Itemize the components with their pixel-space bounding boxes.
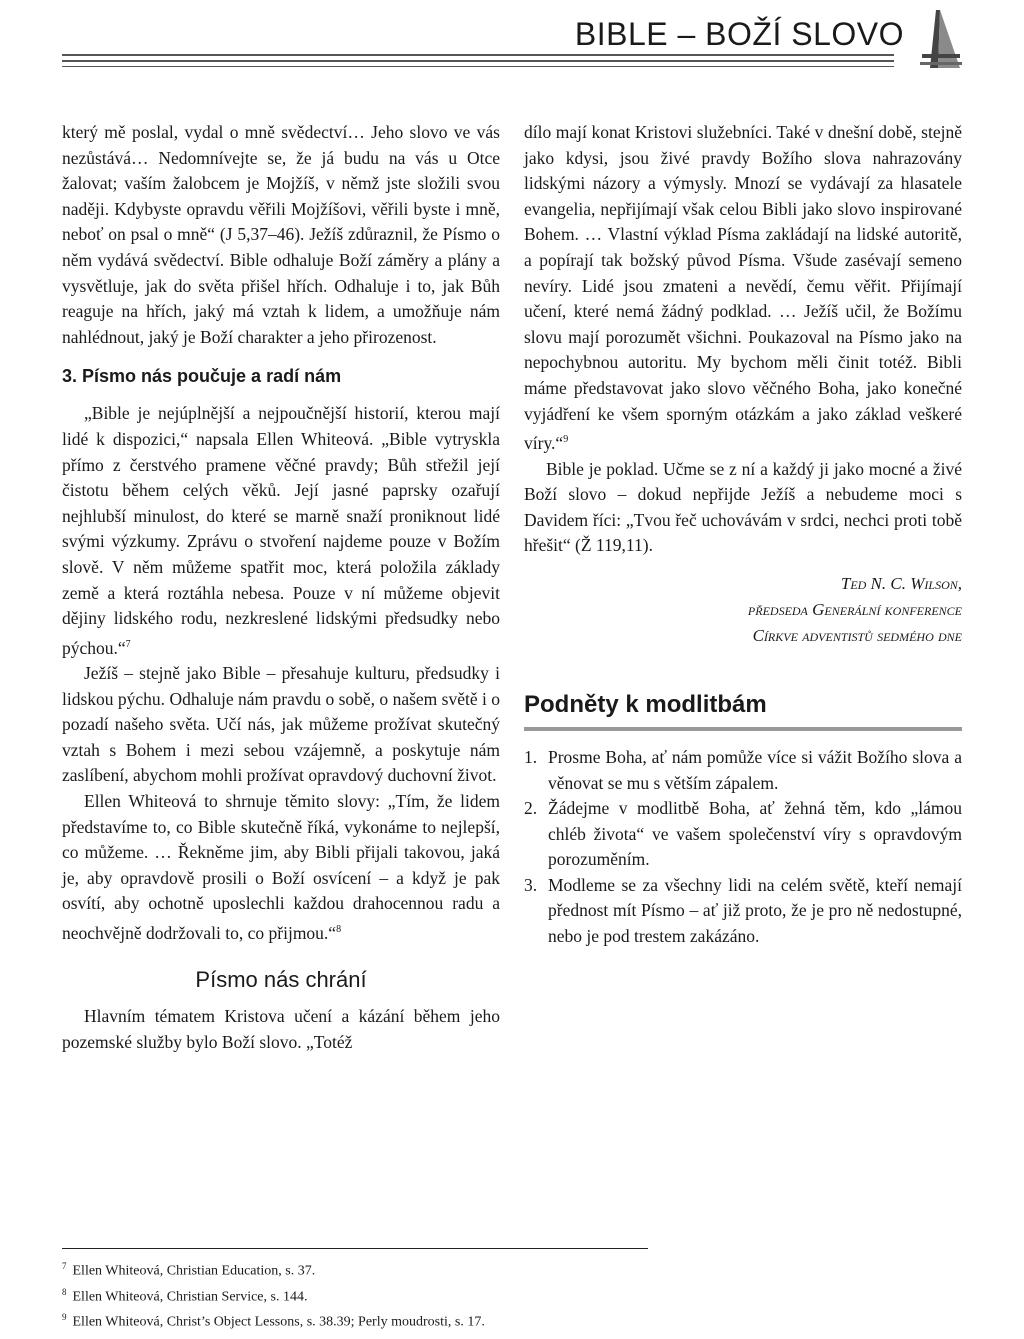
section-heading-3: 3. Písmo nás poučuje a radí nám: [62, 366, 342, 387]
paragraph-quote-history: [62, 401, 500, 661]
list-number: 2.: [524, 798, 538, 819]
list-item: [524, 796, 962, 873]
paragraph-main-theme: Hlavním tématem Kristova učení a kázání během jeho pozemské služby bylo Boží slovo. „Totéž: [62, 1006, 500, 1053]
left-column: [62, 120, 500, 1056]
list-text: Modleme se za všechny lidi na celém světě, kteří nemají přednost mít Písmo – ať již proto, že je pro ně nedostupné, nebo je pod trestem zakázáno.: [548, 874, 962, 947]
footnote-item: [62, 1282, 485, 1308]
right-column: [524, 120, 962, 950]
footnote-ref: 7: [125, 638, 131, 650]
header-rule: [62, 54, 954, 68]
footnote-item: [62, 1256, 485, 1282]
footnote-number: 7: [62, 1261, 67, 1271]
list-number: 3.: [524, 874, 538, 895]
paragraph-treasure: Bible je poklad. Učme se z ní a každý ji jako mocné a živé Boží slovo – dokud nepřijde Ježíš a nebudeme moci s Davidem říci: „Tvou řeč uchovávám v srdci, nechci proti tobě hřešit“ (Ž 119,11).: [524, 458, 962, 556]
footnote-item: [62, 1307, 485, 1333]
paragraph-continuation: [524, 120, 962, 457]
list-number: 1.: [524, 746, 538, 767]
footnote-text: Ellen Whiteová, Christian Service, s. 144.: [72, 1289, 308, 1305]
paragraph-jesus-culture: Ježíš – stejně jako Bible – přesahuje kulturu, předsudky i lidskou pýchu. Odhaluje nám pravdu o sobě, o našem světě i o pozadí našeho světa. Učí nás, jak můžeme prožívat skutečný vztah s Bohem i mezi sebou vzájemně, a poskytuje nám zaslíbení, abychom mohli prožívat opravdový duchovní život.: [62, 663, 500, 786]
footnotes: [62, 1256, 485, 1333]
list-text: Žádejme v modlitbě Boha, ať žehná těm, kdo „lámou chléb života“ ve vašem společenství víry s opravdovým porozuměním.: [548, 798, 962, 870]
list-text: Prosme Boha, ať nám pomůže více si vážit Božího slova a věnovat se mu s větším zápalem.: [548, 746, 962, 793]
prayer-list: [524, 745, 962, 950]
signature-name: Ted N. C. Wilson,: [840, 573, 962, 593]
footnote-text: Ellen Whiteová, Christ’s Object Lessons, s. 38.39; Perly moudrosti, s. 17.: [72, 1314, 485, 1330]
footnote-text: Ellen Whiteová, Christian Education, s. 37.: [72, 1263, 316, 1279]
footnote-rule: [62, 1248, 648, 1249]
footnote-number: 8: [62, 1286, 67, 1297]
signature-role: předseda Generální konference: [747, 599, 962, 619]
adventist-logo-icon: [916, 4, 964, 70]
header-title: BIBLE – BOŽÍ SLOVO: [574, 16, 904, 52]
paragraph-text: dílo mají konat Kristovi služebníci. Také v dnešní době, stejně jako kdysi, jsou živé pravdy Božího slova nahrazovány lidskými názory a výmysly. Mnozí se vydávají za hlasatele evangelia, nepřijímají však celou Bibli jako slovo inspirované Bohem. … Vlastní výklad Písma zakládají na lidské autoritě, a popírají tak božský původ Písma. Všude zasévají semeno nevíry. Lidé jsou zmateni a nevědí, čemu věřit. Přijímají učení, které nemá žádný podklad. … Ježíš učil, že Božímu slovu mají porozumět všichni. Poukazoval na Písmo jako na nepochybnou autoritu. My bychom měli činit totéž. Bibli máme představovat jako slovo věčného Boha, jako konečné vyjádření ke všem sporným otázkám a jako základ veškeré víry.“: [524, 122, 962, 453]
signature-block: [524, 571, 962, 649]
signature-church: Církve adventistů sedmého dne: [752, 625, 962, 645]
footnote-number: 9: [62, 1312, 67, 1323]
prayer-heading: Podněty k modlitbám: [524, 689, 962, 731]
subheading-protects: Písmo nás chrání: [195, 967, 367, 993]
paragraph-intro: který mě poslal, vydal o mně svědectví… Jeho slovo ve vás nezůstává… Nedomnívejte se, že já budu na vás u Otce žalovat; vaším žalobcem je Mojžíš, v němž jste složili svou naději. Kdybyste opravdu věřili Mojžíšovi, věřili byste i mně, neboť on psal o mně“ (J 5,37–46). Ježíš zdůraznil, že Písmo o něm vydává svědectví. Bible odhaluje Boží záměry a plány a vysvětluje, jak do světa přišel hřích. Odhaluje i to, jak Bůh reaguje na hřích, jaký má vztah k lidem, a umožňuje nám nahlédnout, jaký je Boží charakter a jeho přirozenost.: [62, 122, 500, 347]
paragraph-text: „Bible je nejúplnější a nejpoučnější historií, kterou mají lidé k dispozici,“ napsala Ellen Whiteová. „Bible vytryskla přímo z čerstvého pramene věčné pravdy; Bůh střežil její čistotu během celých věků. Její jasné paprsky ozařují nejhlubší minulost, do které se marně snaží proniknout lidé svými výzkumy. Zprávu o stvoření najdeme pouze v Božím slově. V něm můžeme spatřit moc, která položila základy země a která roztáhla nebesa. Pouze v ní můžeme objevit dějiny lidského rodu, nezkreslené lidskými předsudky nebo pýchou.“: [62, 403, 500, 658]
list-item: [524, 873, 962, 950]
footnote-ref: 8: [336, 924, 342, 936]
footnote-ref: 9: [563, 434, 569, 446]
paragraph-text: Ellen Whiteová to shrnuje těmito slovy: „Tím, že lidem představíme to, co Bible skutečně říká, vykonáme to nejlepší, co můžeme. … Řekněme jim, aby Bibli přijali takovou, jaká je, aby opravdově prosili o Boží osvícení – a když je pak osvítí, aby ochotně uposlechli každou drahocennou radu a neochvějně dodržovali to, co přijmou.“: [62, 791, 500, 943]
list-item: [524, 745, 962, 796]
paragraph-whiteova-summary: [62, 789, 500, 946]
